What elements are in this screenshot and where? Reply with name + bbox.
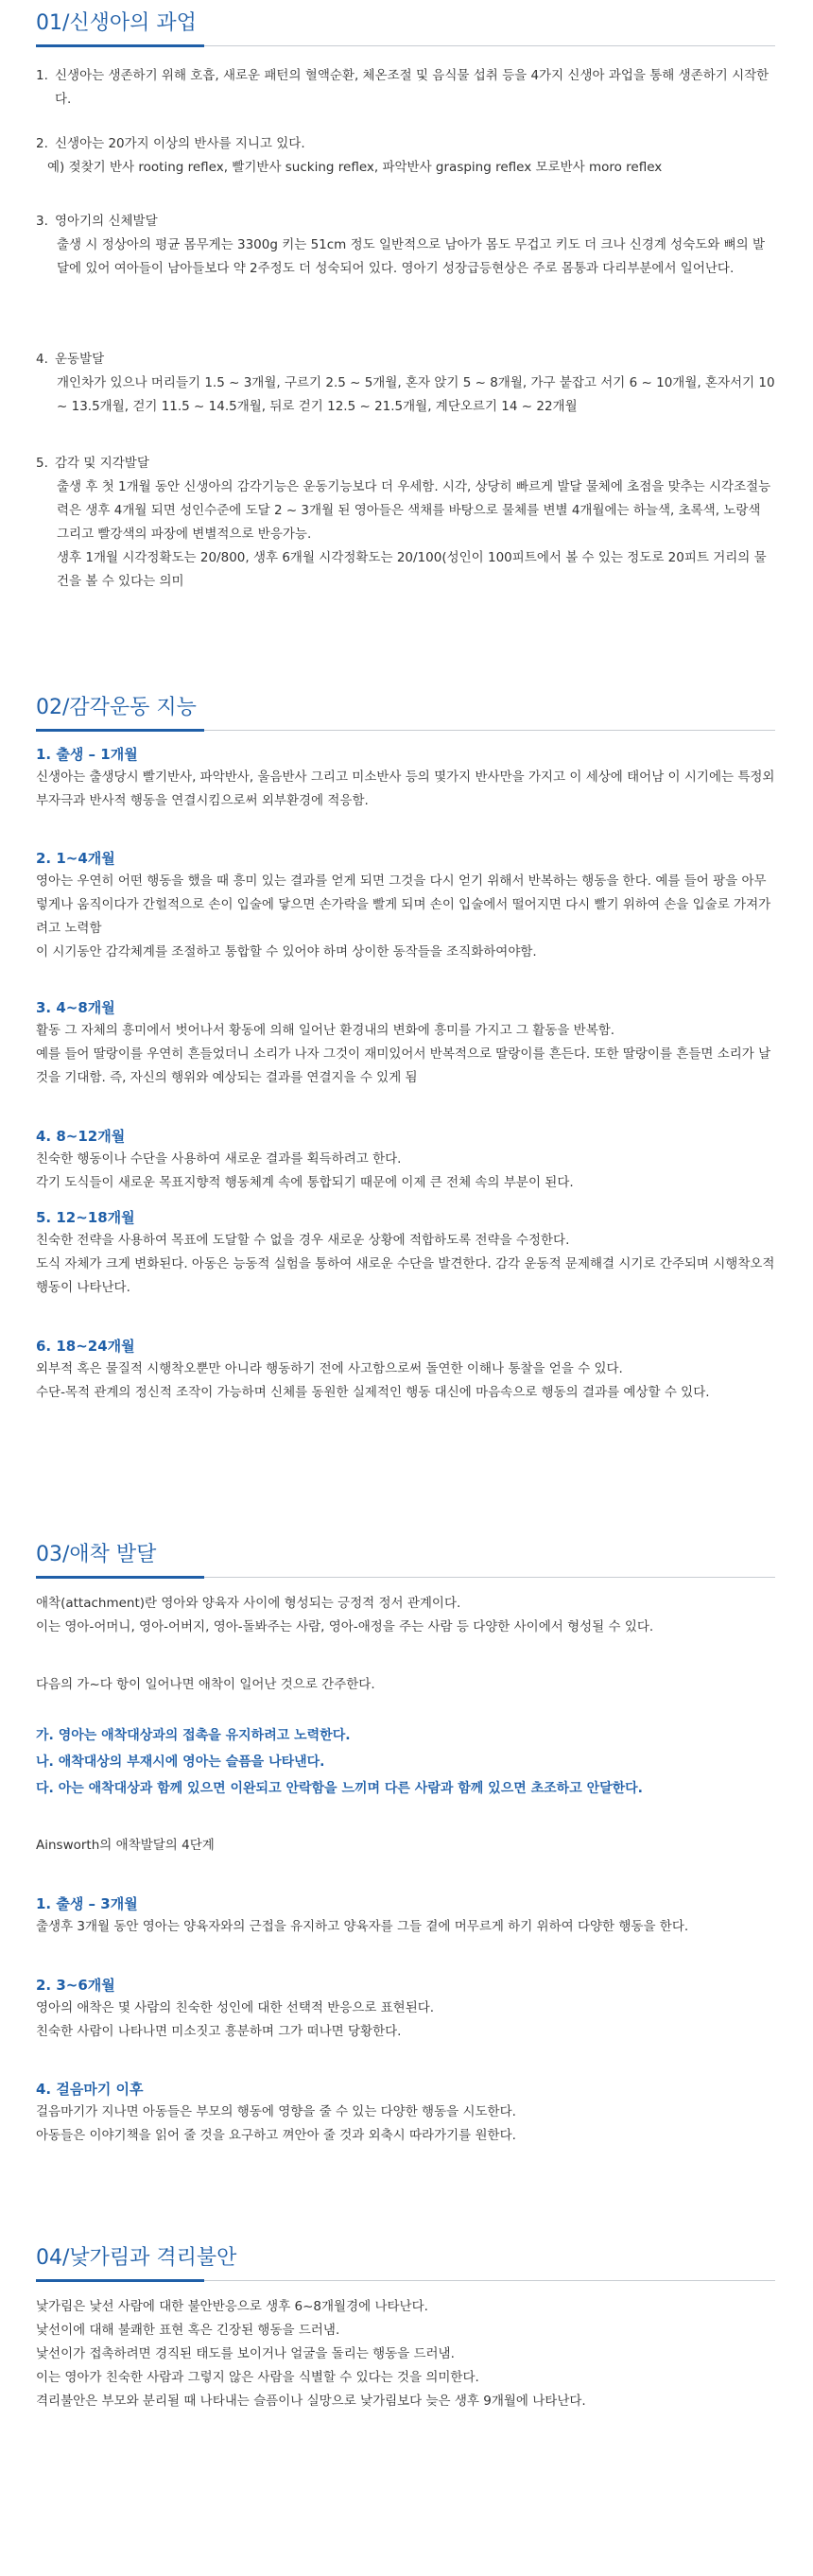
section-title: 01/신생아의 과업 xyxy=(36,9,775,46)
item-heading: 운동발달 xyxy=(55,352,105,367)
item-number: 2. xyxy=(36,136,48,151)
list-item xyxy=(36,996,775,1090)
item-heading: 1. 출생 – 1개월 xyxy=(36,746,138,763)
item-text: 신생아는 생존하기 위해 호흡, 새로운 패턴의 혈액순환, 체온조절 및 음식물 섭취 등을 4가지 신생아 과업을 통해 생존하기 시작한다. xyxy=(55,68,770,107)
item-line: 수단-목적 관계의 정신적 조작이 가능하며 신체를 동원한 실제적인 행동 대신에 마음속으로 행동의 결과를 예상할 수 있다. xyxy=(36,1385,710,1400)
list-item xyxy=(36,847,775,964)
text-line: 이는 영아가 친숙한 사람과 그렇지 않은 사람을 식별할 수 있다는 것을 의미한다. xyxy=(36,2370,479,2385)
intro-paragraph xyxy=(36,1592,775,1639)
paragraph xyxy=(36,2295,775,2413)
item-line: 각기 도식들이 새로운 목표지향적 행동체계 속에 통합되기 때문에 이제 큰 전체 속의 부분이 된다. xyxy=(36,1175,574,1190)
section-stranger-anxiety xyxy=(36,2244,775,2409)
item-number: 4. xyxy=(36,352,48,367)
item-line: 활동 그 자체의 흥미에서 벗어나서 황동에 의해 일어난 환경내의 변화에 흥미를 가지고 그 활동을 반복함. xyxy=(36,1023,615,1038)
criteria-item: 나. 애착대상의 부재시에 영아는 슬픔을 나타낸다. xyxy=(36,1755,325,1770)
item-line: 걸음마기가 지나면 아동들은 부모의 행동에 영향을 줄 수 있는 다양한 행동을 시도한다. xyxy=(36,2104,516,2119)
item-line: 친숙한 행동이나 수단을 사용하여 새로운 결과를 획득하려고 한다. xyxy=(36,1151,402,1167)
section-sensorimotor xyxy=(36,694,775,1400)
item-line: 영아는 우연히 어떤 행동을 했을 때 흥미 있는 결과를 얻게 되면 그것을 다시 얻기 위해서 반복하는 행동을 한다. 예를 들어 팡을 아무렇게나 움직이다가 간헐적으로 손이 입술에 닿으면 손가락을 빨게 되며 손이 입술에서 떨어지면 다시 빨기 위하여 손을 입술로 가져가려고 노력함 xyxy=(36,873,771,936)
item-heading: 2. 3~6개월 xyxy=(36,1977,115,1994)
item-heading: 5. 12~18개월 xyxy=(36,1209,135,1226)
intro-line: 이는 영아-어머니, 영아-어버지, 영아-돌봐주는 사람, 영아-애정을 주는 사람 등 다양한 사이에서 형성될 수 있다. xyxy=(36,1619,654,1634)
item-heading: 영아기의 신체발달 xyxy=(55,214,158,229)
item-line: 영아의 애착은 몇 사람의 친숙한 성인에 대한 선택적 반응으로 표현된다. xyxy=(36,2000,435,2015)
item-number: 3. xyxy=(36,214,48,229)
text-line: 낯가림은 낯선 사람에 대한 불안반응으로 생후 6~8개월경에 나타난다. xyxy=(36,2299,428,2314)
item-number: 5. xyxy=(36,456,48,471)
section-title: 04/낯가림과 격리불안 xyxy=(36,2244,775,2281)
list-item xyxy=(36,348,775,419)
item-line: 신생아는 출생당시 빨기반사, 파악반사, 울음반사 그리고 미소반사 등의 몇가지 반사만을 가지고 이 세상에 태어남 이 시기에는 특정외부자극과 반사적 행동을 연결시킴으로써 외부환경에 적응함. xyxy=(36,769,775,808)
list-item xyxy=(36,743,775,813)
item-example: 예) 젖찾기 반사 rooting reflex, 빨기반사 sucking reflex, 파악반사 grasping reflex 모로반사 moro reflex xyxy=(47,160,663,175)
item-heading: 감각 및 지각발달 xyxy=(55,456,149,471)
item-line: 외부적 혹은 물질적 시행착오뿐만 아니라 행동하기 전에 사고함으로써 돌연한 이해나 통찰을 얻을 수 있다. xyxy=(36,1361,623,1376)
list-item xyxy=(36,132,775,180)
list-item xyxy=(36,452,775,594)
item-line: 출생후 3개월 동안 영아는 양육자와의 근접을 유지하고 양육자를 그들 곁에 머무르게 하기 위하여 다양한 행동을 한다. xyxy=(36,1919,689,1934)
item-heading: 3. 4~8개월 xyxy=(36,999,115,1016)
item-line: 도식 자체가 크게 변화된다. 아동은 능동적 실험을 통하여 새로운 수단을 발견한다. 감각 운동적 문제해결 시기로 간주되며 시행착오적 행동이 나타난다. xyxy=(36,1256,775,1295)
item-line: 예를 들어 딸랑이를 우연히 흔들었더니 소리가 나자 그것이 재미있어서 반복적으로 딸랑이를 흔든다. 또한 딸랑이를 흔들면 소리가 날 것을 기대함. 즉, 자신의 행위와 예상되는 결과를 연결지을 수 있게 됨 xyxy=(36,1046,771,1085)
list-item xyxy=(36,1125,775,1195)
item-line: 친숙한 전략을 사용하여 목표에 도달할 수 없을 경우 새로운 상황에 적합하도록 전략을 수정한다. xyxy=(36,1233,570,1248)
intro-line: 애착(attachment)란 영아와 양육자 사이에 형성되는 긍정적 정서 관계이다. xyxy=(36,1596,461,1611)
item-heading: 2. 1~4개월 xyxy=(36,850,115,867)
criteria-list xyxy=(36,1722,775,1802)
text-line: 낯선이에 대해 불쾌한 표현 혹은 긴장된 행동을 드러냄. xyxy=(36,2323,340,2338)
item-heading: 1. 출생 – 3개월 xyxy=(36,1895,138,1912)
item-heading: 4. 8~12개월 xyxy=(36,1128,126,1145)
criteria-item: 다. 아는 애착대상과 함께 있으면 이완되고 안락함을 느끼며 다른 사람과 함께 있으면 초조하고 안달한다. xyxy=(36,1781,644,1796)
stages-title: Ainsworth의 애착발달의 4단계 xyxy=(36,1838,215,1853)
item-body: 출생 시 정상아의 평균 몸무게는 3300g 키는 51cm 정도 일반적으로 남아가 몸도 무겁고 키도 더 크나 신경계 성숙도와 뼈의 발달에 있어 여아들이 남아들보다 약 2주정도 더 성숙되어 있다. 영아기 성장급등현상은 주로 몸통과 다리부분에서 일어난다. xyxy=(57,237,766,276)
item-line: 이 시기동안 감각체계를 조절하고 통합할 수 있어야 하며 상이한 동작들을 조직화하여야함. xyxy=(36,944,537,960)
text-line: 낯선이가 접촉하려면 경직된 태도를 보이거나 얼굴을 돌리는 행동을 드러냄. xyxy=(36,2346,455,2361)
text-line: 격리불안은 부모와 분리될 때 나타내는 슬픔이나 실망으로 낯가림보다 늦은 생후 9개월에 나타난다. xyxy=(36,2394,586,2409)
item-body-2: 생후 1개월 시각정확도는 20/800, 생후 6개월 시각정확도는 20/100(성인이 100피트에서 볼 수 있는 정도로 20피트 거리의 물건을 볼 수 있다는 의미 xyxy=(57,550,767,589)
criteria-intro: 다음의 가~다 항이 일어나면 애착이 일어난 것으로 간주한다. xyxy=(36,1677,375,1692)
item-body: 출생 후 첫 1개월 동안 신생아의 감각기능은 운동기능보다 더 우세함. 시각, 상당히 빠르게 발달 물체에 초점을 맞추는 시각조절능력은 생후 4개월 되면 성인수준에 도달 2 ~ 3개월 된 영아들은 색채를 바탕으로 물체를 변별 4개월에는 하늘색, 초록색, 노랑색 그리고 빨강색의 파장에 변별적으로 반응가능. xyxy=(57,479,771,542)
section-title: 02/감각운동 지능 xyxy=(36,694,775,731)
section-attachment xyxy=(36,1541,775,2143)
list-item xyxy=(36,64,775,112)
section-newborn-tasks xyxy=(36,9,775,589)
list-item xyxy=(36,210,775,281)
list-item xyxy=(36,1335,775,1405)
section-title: 03/애착 발달 xyxy=(36,1541,775,1578)
item-heading: 6. 18~24개월 xyxy=(36,1338,135,1355)
item-text: 신생아는 20가지 이상의 반사를 지니고 있다. xyxy=(55,136,305,151)
item-line: 친숙한 사람이 나타나면 미소짓고 흥분하며 그가 떠나면 당황한다. xyxy=(36,2024,402,2039)
item-heading: 4. 걸음마기 이후 xyxy=(36,2081,144,2098)
list-item xyxy=(36,1893,775,1939)
list-item xyxy=(36,1206,775,1300)
item-line: 아동들은 이야기책을 읽어 줄 것을 요구하고 껴안아 줄 것과 외축시 따라가기를 원한다. xyxy=(36,2128,516,2143)
list-item xyxy=(36,2078,775,2148)
criteria-item: 가. 영아는 애착대상과의 접촉을 유지하려고 노력한다. xyxy=(36,1728,351,1743)
list-item xyxy=(36,1974,775,2044)
item-body: 개인차가 있으나 머리들기 1.5 ~ 3개월, 구르기 2.5 ~ 5개월, 혼자 앉기 5 ~ 8개월, 가구 붙잡고 서기 6 ~ 10개월, 혼자서기 10 ~ 13.5개월, 걷기 11.5 ~ 14.5개월, 뒤로 걷기 12.5 ~ 21.5개월, 계단오르기 14 ~ 22개월 xyxy=(57,375,775,414)
item-number: 1. xyxy=(36,68,48,83)
